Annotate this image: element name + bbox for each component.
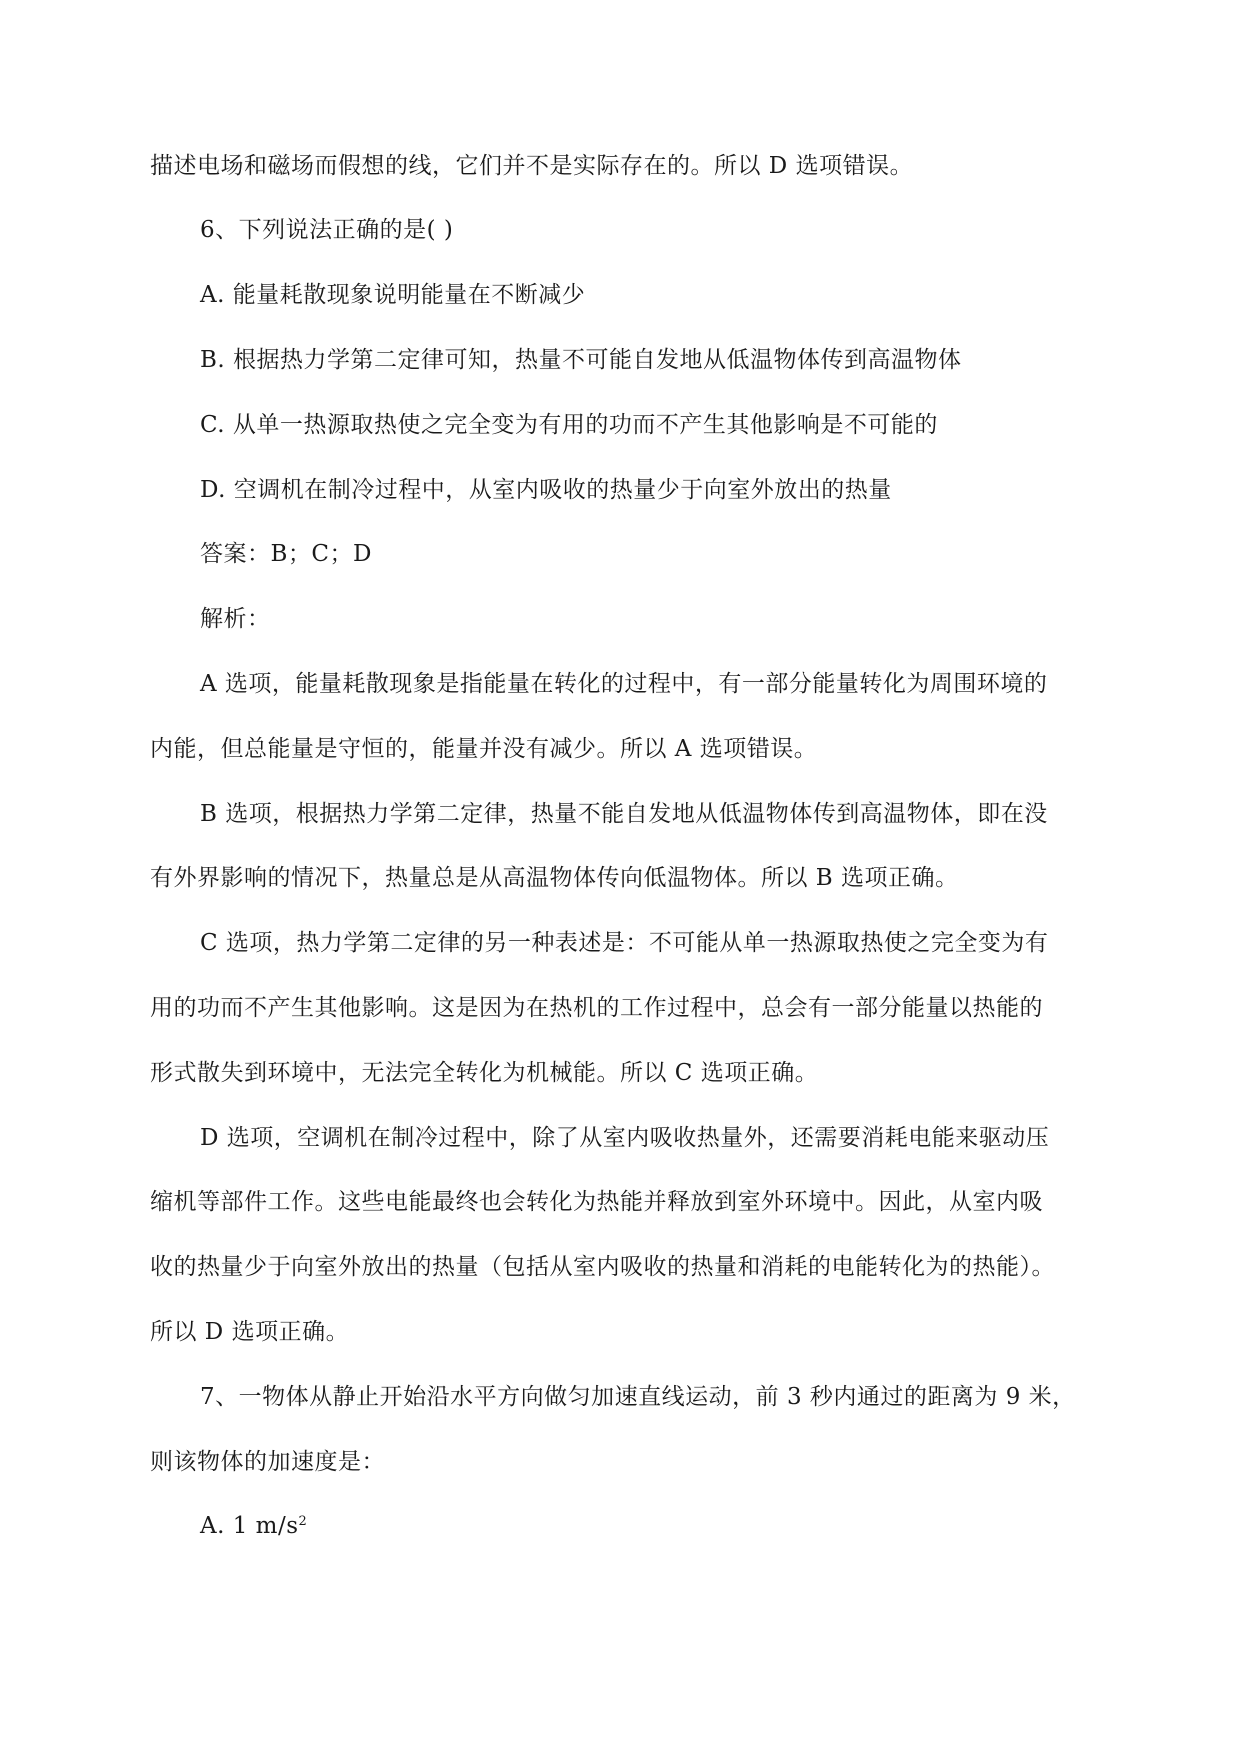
question-7-option-a	[200, 1510, 307, 1542]
unit-exponent: 2	[298, 1514, 308, 1529]
text-line: 描述电场和磁场而假想的线，它们并不是实际存在的。所以 D 选项错误。	[150, 153, 914, 179]
analysis-d-line-2: 缩机等部件工作。这些电能最终也会转化为热能并释放到室外环境中。因此，从室内吸	[150, 1189, 1043, 1215]
analysis-c-line-3: 形式散失到环境中，无法完全转化为机械能。所以 C 选项正确。	[150, 1060, 819, 1086]
question-6-option-a: A. 能量耗散现象说明能量在不断减少	[200, 282, 586, 308]
analysis-a-line-2: 内能，但总能量是守恒的，能量并没有减少。所以 A 选项错误。	[150, 736, 818, 762]
option-a-text: A. 1 m/s	[200, 1513, 299, 1539]
analysis-d-line-1: D 选项，空调机在制冷过程中，除了从室内吸收热量外，还需要消耗电能来驱动压	[200, 1125, 1050, 1151]
question-7-stem-line-1: 7、一物体从静止开始沿水平方向做匀加速直线运动，前 3 秒内通过的距离为 9 米，	[200, 1384, 1076, 1410]
question-6-option-b: B. 根据热力学第二定律可知，热量不可能自发地从低温物体传到高温物体	[200, 347, 962, 373]
question-6-answer: 答案：B；C；D	[200, 541, 372, 567]
analysis-d-line-3: 收的热量少于向室外放出的热量（包括从室内吸收的热量和消耗的电能转化为的热能）。	[150, 1254, 1055, 1280]
analysis-d-line-4: 所以 D 选项正确。	[150, 1319, 350, 1345]
analysis-b-line-1: B 选项，根据热力学第二定律，热量不能自发地从低温物体传到高温物体，即在没	[200, 801, 1048, 827]
question-6-option-d: D. 空调机在制冷过程中，从室内吸收的热量少于向室外放出的热量	[200, 477, 892, 503]
analysis-heading: 解析：	[200, 606, 271, 632]
question-7-stem-line-2: 则该物体的加速度是：	[150, 1449, 385, 1475]
analysis-c-line-1: C 选项，热力学第二定律的另一种表述是：不可能从单一热源取热使之完全变为有	[200, 930, 1049, 956]
analysis-a-line-1: A 选项，能量耗散现象是指能量在转化的过程中，有一部分能量转化为周围环境的	[200, 671, 1048, 697]
analysis-b-line-2: 有外界影响的情况下，热量总是从高温物体传向低温物体。所以 B 选项正确。	[150, 865, 959, 891]
question-6-option-c: C. 从单一热源取热使之完全变为有用的功而不产生其他影响是不可能的	[200, 412, 938, 438]
analysis-c-line-2: 用的功而不产生其他影响。这是因为在热机的工作过程中，总会有一部分能量以热能的	[150, 995, 1043, 1021]
question-6-stem: 6、下列说法正确的是( )	[200, 217, 454, 243]
